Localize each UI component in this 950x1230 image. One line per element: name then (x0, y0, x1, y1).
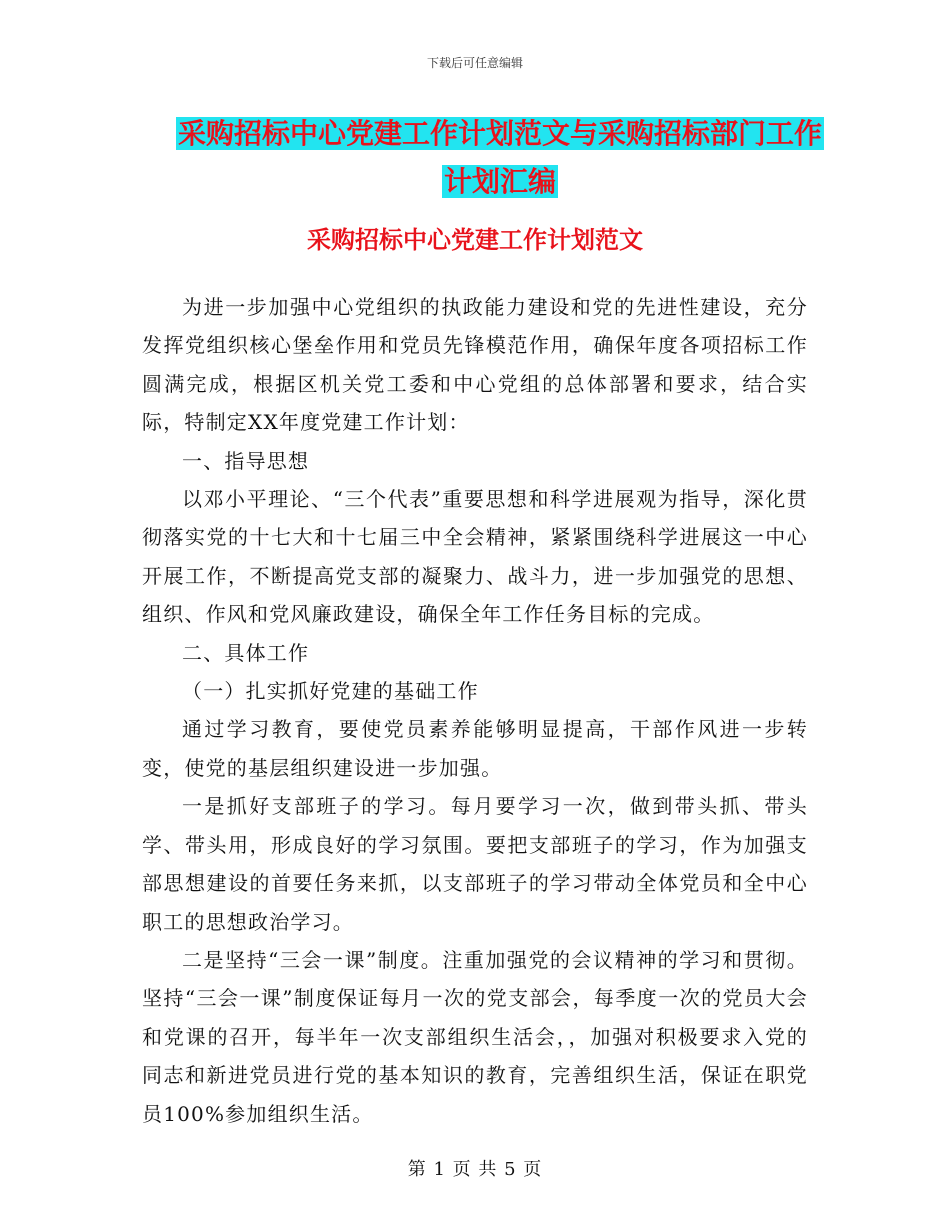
paragraph-intro: 为进一步加强中心党组织的执政能力建设和党的先进性建设，充分发挥党组织核心堡垒作用和党员先锋模范作用，确保年度各项招标工作圆满完成，根据区机关党工委和中心党组的总体部署和要求，结合实际，特制定XX年度党建工作计划： (142, 295, 808, 435)
subheading-basic-work: （一）扎实抓好党建的基础工作 (182, 679, 479, 704)
paragraph-education: 通过学习教育，要使党员素养能够明显提高，干部作风进一步转变，使党的基层组织建设进一步加强。 (142, 717, 808, 780)
document-body (142, 288, 808, 1133)
header-note: 下载后可任意编辑 (426, 56, 523, 70)
heading-specific-work: 二、具体工作 (182, 640, 310, 665)
heading-guiding-ideology: 一、指导思想 (182, 448, 310, 473)
document-title-line-1: 采购招标中心党建工作计划范文与采购招标部门工作 (177, 117, 822, 150)
paragraph-guiding-ideology: 以邓小平理论、“三个代表”重要思想和科学进展观为指导，深化贯彻落实党的十七大和十七届三中全会精神，紧紧围绕科学进展这一中心开展工作，不断提高党支部的凝聚力、战斗力，进一步加强党的思想、组织、作风和党风廉政建设，确保全年工作任务目标的完成。 (142, 487, 808, 627)
document-title-line-2: 计划汇编 (443, 165, 556, 198)
paragraph-three-meetings: 二是坚持“三会一课”制度。注重加强党的会议精神的学习和贯彻。坚持“三会一课”制度保证每月一次的党支部会，每季度一次的党员大会和党课的召开，每半年一次支部组织生活会，，加强对积极要求入党的同志和新进党员进行党的基本知识的教育，完善组织生活，保证在职党员100%参加组织生活。 (142, 947, 808, 1126)
document-title (120, 110, 880, 206)
paragraph-study: 一是抓好支部班子的学习。每月要学习一次，做到带头抓、带头学、带头用，形成良好的学习氛围。要把支部班子的学习，作为加强支部思想建设的首要任务来抓，以支部班子的学习带动全体党员和全中心职工的思想政治学习。 (142, 794, 808, 934)
section-title: 采购招标中心党建工作计划范文 (307, 226, 643, 254)
page-footer: 第 1 页 共 5 页 (407, 1159, 543, 1180)
